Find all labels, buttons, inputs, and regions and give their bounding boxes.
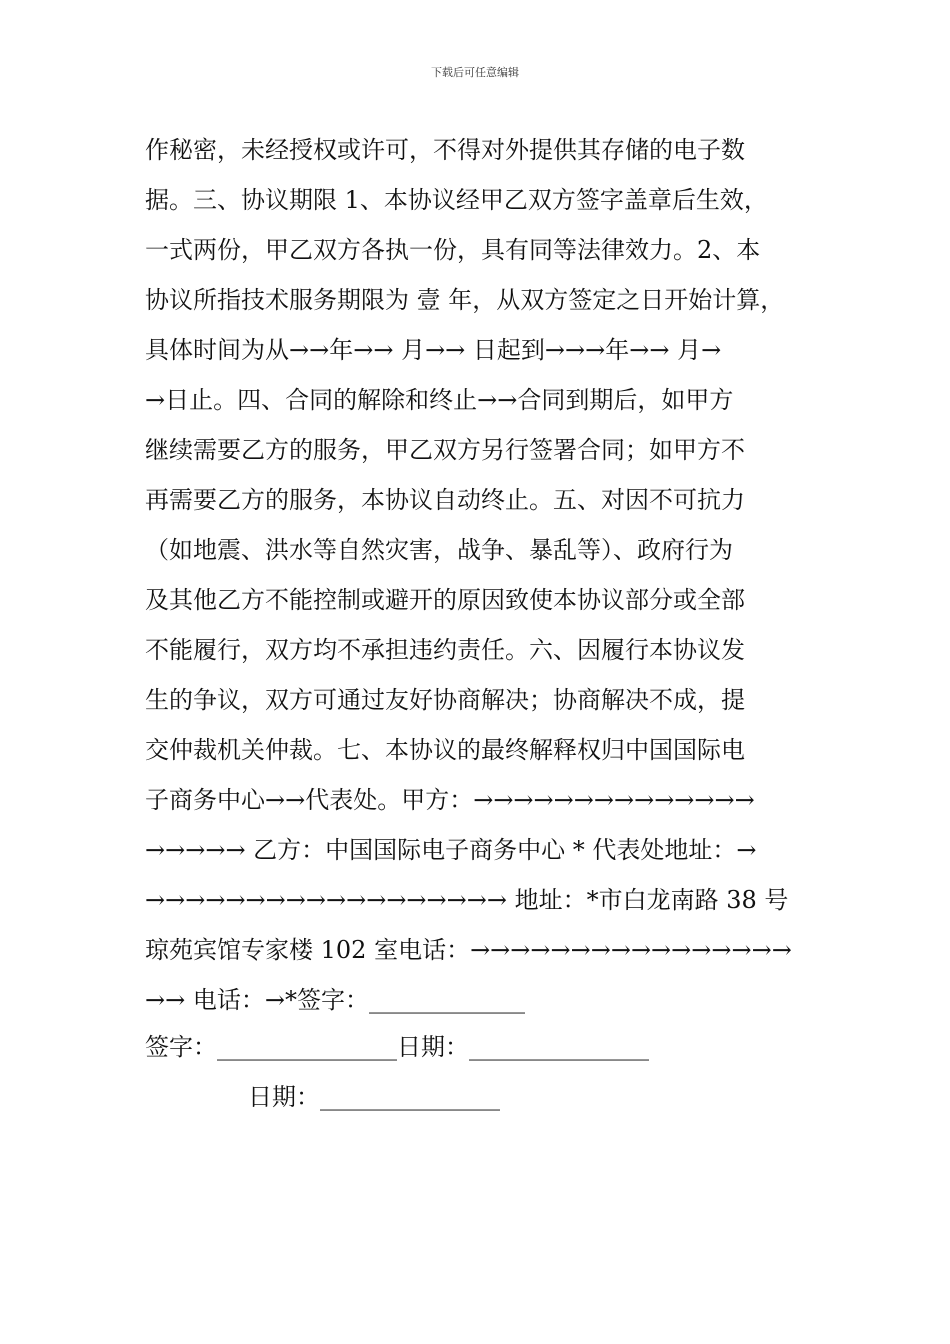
body-line: 一式两份，甲乙双方各执一份，具有同等法律效力。2、本 — [145, 236, 761, 264]
body-line: 及其他乙方不能控制或避开的原因致使本协议部分或全部 — [145, 586, 745, 614]
date-line: 日期：_______________ — [248, 1083, 500, 1111]
body-line: 作秘密，未经授权或许可，不得对外提供其存储的电子数 — [145, 136, 745, 164]
body-line: 继续需要乙方的服务，甲乙双方另行签署合同；如甲方不 — [145, 436, 745, 464]
body-line: 子商务中心→→代表处。甲方：→→→→→→→→→→→→→→ — [145, 786, 755, 814]
body-line: →→→→→ 乙方：中国国际电子商务中心 * 代表处地址：→ — [145, 836, 757, 864]
body-line: →→→→→→→→→→→→→→→→→→ 地址：*市白龙南路 38 号 — [145, 886, 789, 914]
body-line: 交仲裁机关仲裁。七、本协议的最终解释权归中国国际电 — [145, 736, 745, 764]
body-line: 具体时间为从→→年→→ 月→→ 日起到→→→年→→ 月→ — [145, 336, 722, 364]
body-line: →→ 电话：→*签字：_____________ — [145, 986, 525, 1014]
agreement-body — [145, 125, 825, 1025]
page-header-note: 下载后可任意编辑 — [431, 66, 519, 79]
signature-date-line: 签字：_______________日期：_______________ — [145, 1033, 649, 1061]
body-line: 生的争议，双方可通过友好协商解决；协商解决不成，提 — [145, 686, 745, 714]
body-line: →日止。四、合同的解除和终止→→合同到期后，如甲方 — [145, 386, 734, 414]
body-line: 不能履行，双方均不承担违约责任。六、因履行本协议发 — [145, 636, 745, 664]
body-line: （如地震、洪水等自然灾害，战争、暴乱等）、政府行为 — [145, 536, 733, 564]
body-line: 据。三、协议期限 1、本协议经甲乙双方签字盖章后生效， — [145, 186, 768, 214]
body-line: 再需要乙方的服务，本协议自动终止。五、对因不可抗力 — [145, 486, 745, 514]
body-line: 琼苑宾馆专家楼 102 室电话：→→→→→→→→→→→→→→→→ — [145, 936, 792, 964]
body-line: 协议所指技术服务期限为 壹 年，从双方签定之日开始计算， — [145, 286, 785, 314]
